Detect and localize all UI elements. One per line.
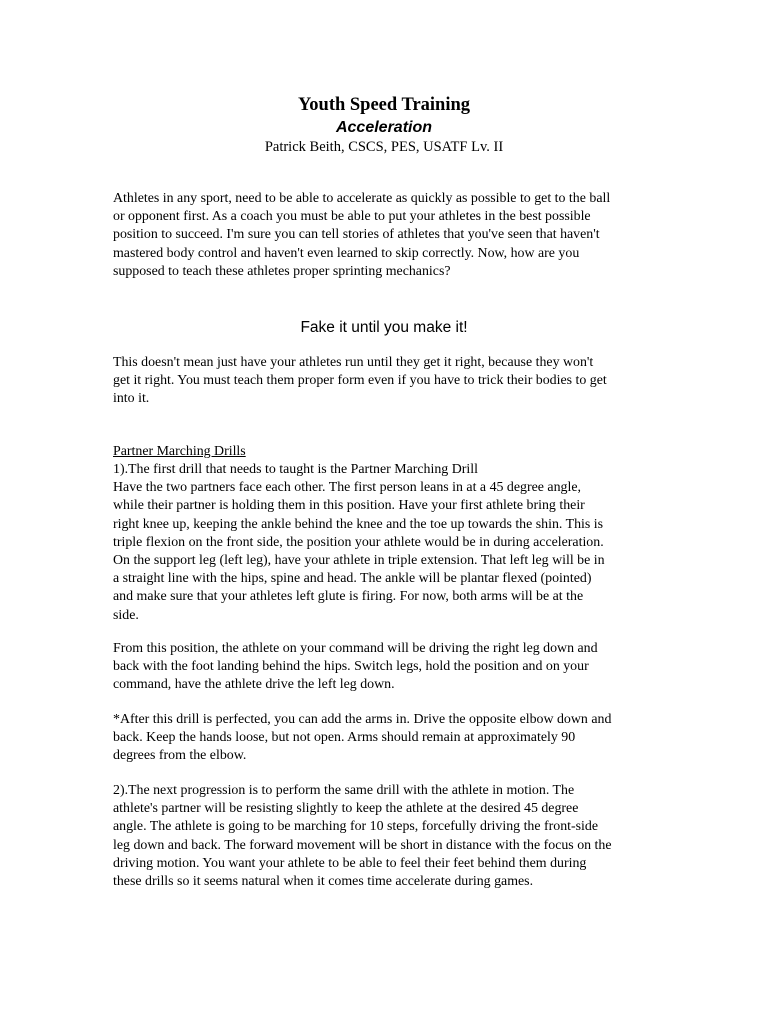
slogan-heading: Fake it until you make it! [300, 319, 468, 336]
drill-2-paragraph [113, 782, 665, 891]
text-line: and make sure that your athletes left glute is firing. For now, both arms will be at the [113, 589, 584, 605]
arms-paragraph [113, 711, 665, 766]
text-line: From this position, the athlete on your command will be driving the right leg down and [113, 641, 598, 656]
text-line: triple flexion on the front side, the position your athlete would be in during acceleration. [113, 534, 604, 550]
intro-paragraph [113, 190, 665, 281]
text-line: or opponent first. As a coach you must be able to put your athletes in the best possible [113, 209, 591, 225]
text-line: back with the foot landing behind the hips. Switch legs, hold the position and on your [113, 659, 589, 675]
text-line: while their partner is holding them in this position. Have your first athlete bring their [113, 498, 585, 514]
text-line: degrees from the elbow. [113, 748, 247, 764]
drill-1-paragraph [113, 461, 665, 625]
text-line: a straight line with the hips, spine and head. The ankle will be plantar flexed (pointed) [113, 571, 592, 587]
document-title: Youth Speed Training [297, 95, 471, 115]
drills-section-heading [113, 443, 665, 461]
explain-paragraph [113, 354, 665, 409]
author-line: Patrick Beith, CSCS, PES, USATF Lv. II [264, 139, 504, 155]
text-line: 1).The first drill that needs to taught is the Partner Marching Drill [113, 462, 478, 477]
text-line: *After this drill is perfected, you can add the arms in. Drive the opposite elbow down and [113, 712, 612, 727]
command-paragraph [113, 640, 665, 695]
text-line: side. [113, 607, 139, 623]
text-line: position to succeed. I'm sure you can tell stories of athletes that you've seen that haven't [113, 227, 600, 243]
text-line: This doesn't mean just have your athletes run until they get it right, because they won't [113, 355, 594, 370]
text-line: driving motion. You want your athlete to be able to feel their feet behind them during [113, 855, 587, 871]
text-line: back. Keep the hands loose, but not open. Arms should remain at approximately 90 [113, 730, 576, 746]
text-line: mastered body control and haven't even learned to skip correctly. Now, how are you [113, 245, 580, 261]
text-line: command, have the athlete drive the left leg down. [113, 677, 395, 693]
document-subtitle: Acceleration [335, 119, 433, 136]
text-line: 2).The next progression is to perform the same drill with the athlete in motion. The [113, 783, 575, 798]
section-heading: Partner Marching Drills [113, 444, 246, 459]
text-line: into it. [113, 391, 150, 407]
text-line: angle. The athlete is going to be marching for 10 steps, forcefully driving the front-side [113, 819, 599, 835]
text-line: On the support leg (left leg), have your athlete in triple extension. That left leg will be in [113, 553, 605, 569]
text-line: supposed to teach these athletes proper sprinting mechanics? [113, 263, 451, 279]
text-line: Athletes in any sport, need to be able to accelerate as quickly as possible to get to the ball [113, 191, 611, 206]
text-line: Have the two partners face each other. The first person leans in at a 45 degree angle, [113, 480, 581, 496]
text-line: athlete's partner will be resisting slightly to keep the athlete at the desired 45 degree [113, 801, 579, 817]
text-line: right knee up, keeping the ankle behind the knee and the toe up towards the shin. This is [113, 516, 604, 532]
text-line: get it right. You must teach them proper form even if you have to trick their bodies to get [113, 373, 607, 389]
text-line: these drills so it seems natural when it comes time accelerate during games. [113, 874, 534, 890]
text-line: leg down and back. The forward movement will be short in distance with the focus on the [113, 837, 612, 853]
